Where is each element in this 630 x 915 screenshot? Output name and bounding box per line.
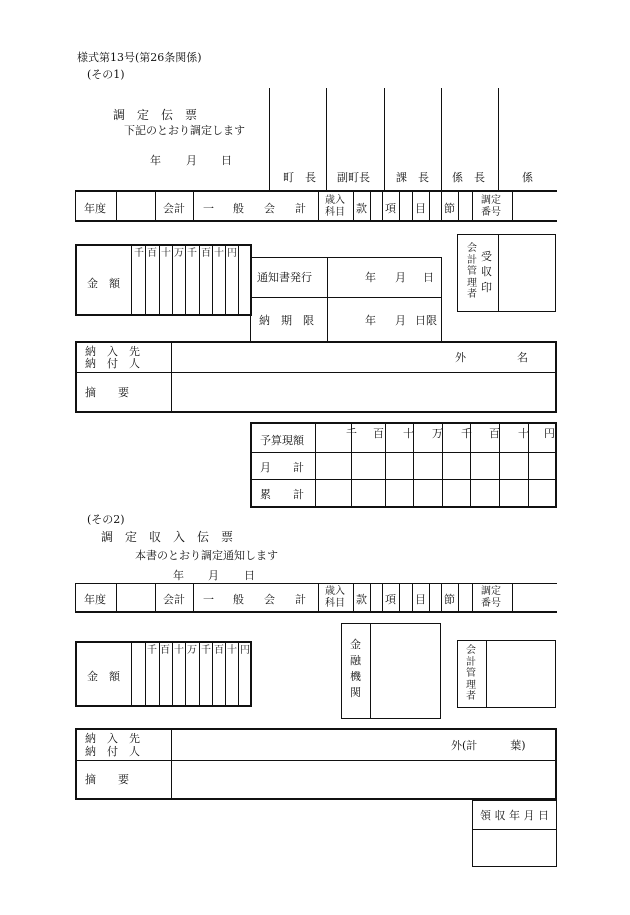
part1-title: 調 定 伝 票 (113, 108, 198, 122)
treasurer-label: 会 計 管 理 者 (467, 243, 477, 300)
bank-box (341, 623, 441, 719)
amount-label: 金 額 (87, 277, 120, 290)
part2-treasurer-box (457, 640, 556, 708)
approval-mayor: 町 長 (283, 171, 316, 184)
approval-section-chief: 課 長 (396, 171, 429, 184)
part1-payer-box (75, 341, 557, 413)
digit-label: 千 (147, 645, 157, 656)
digit-label: 千 (187, 248, 197, 259)
general-4: 計 (295, 593, 306, 606)
revenue-subject-label: 歳入 科目 (325, 586, 345, 609)
adjust-no-label: 調定 番号 (481, 586, 501, 609)
approval-divider (326, 88, 327, 190)
part2-payer-box (75, 728, 557, 800)
issue-date-day: 日 (423, 271, 434, 284)
budget-table (250, 422, 557, 508)
item-kan: 款 (356, 593, 367, 606)
issue-date-month: 月 (395, 271, 406, 284)
general-1: 一 (203, 593, 214, 606)
digit-label: 千 (201, 645, 211, 656)
item-kan: 款 (356, 202, 367, 215)
part2-treasurer-label: 会 計 管 理 者 (466, 645, 476, 702)
approval-unit-chief: 係 長 (452, 171, 485, 184)
general-3: 会 (264, 202, 275, 215)
adjust-no-label: 調定 番号 (481, 195, 501, 218)
payer-name: 名 (517, 351, 528, 364)
budget-digit: 円 (544, 427, 555, 440)
item-kou: 項 (385, 593, 396, 606)
digit-label: 万 (174, 248, 184, 259)
general-3: 会 (264, 593, 275, 606)
treasurer-stamp-box (457, 234, 556, 312)
code-year-label: 年度 (84, 202, 106, 215)
digit-label: 百 (214, 645, 224, 656)
budget-digit: 千 (461, 427, 472, 440)
budget-digit: 十 (518, 427, 529, 440)
item-setsu: 節 (444, 202, 455, 215)
amount-label: 金 額 (87, 670, 120, 683)
budget-monthly-label: 月 計 (260, 461, 304, 474)
digit-label: 万 (187, 645, 197, 656)
approval-divider (441, 88, 442, 190)
part2-date-day: 日 (244, 569, 255, 582)
payer-label-top: 納 入 先 (85, 732, 140, 745)
due-date-year: 年 (365, 314, 376, 327)
digit-label: 十 (174, 645, 184, 656)
digit-label: 十 (227, 645, 237, 656)
digit-label: 円 (227, 248, 237, 259)
approval-divider (498, 88, 499, 190)
general-4: 計 (295, 202, 306, 215)
part2-date-month: 月 (208, 569, 219, 582)
part2-subtitle: 本書のとおり調定通知します (135, 549, 278, 562)
general-2: 般 (233, 202, 244, 215)
digit-label: 百 (160, 645, 170, 656)
part1-subtitle: 下記のとおり調定します (124, 124, 245, 137)
bank-label: 金 融 機 関 (350, 638, 361, 699)
approval-deputy-mayor: 副町長 (337, 171, 370, 184)
payer-outside-count: 外(計 葉) (451, 739, 526, 752)
part1-date-year: 年 (150, 154, 161, 167)
digit-label: 十 (214, 248, 224, 259)
payer-label-bottom: 納 付 人 (85, 745, 140, 758)
approval-staff: 係 (522, 171, 533, 184)
due-date-label: 納 期 限 (259, 314, 314, 327)
digit-label: 千 (134, 248, 144, 259)
general-2: 般 (233, 593, 244, 606)
part2-amount-box (75, 641, 252, 707)
revenue-subject-label: 歳入 科目 (325, 195, 345, 218)
payer-outside: 外 (455, 351, 466, 364)
part2-label: (その2) (87, 513, 125, 526)
part2-date-year: 年 (173, 569, 184, 582)
due-date-month: 月 (395, 314, 406, 327)
item-moku: 目 (415, 593, 426, 606)
budget-digit: 百 (373, 427, 384, 440)
budget-digit: 百 (489, 427, 500, 440)
part1-amount-box (75, 244, 252, 316)
code-account-label: 会計 (163, 202, 185, 215)
part1-code-row (75, 190, 557, 222)
digit-label: 百 (147, 248, 157, 259)
digit-label: 十 (161, 248, 171, 259)
payer-label-top: 納 入 先 (85, 345, 140, 358)
budget-digit: 千 (346, 427, 357, 440)
approval-divider (384, 88, 385, 190)
digit-label: 百 (201, 248, 211, 259)
received-stamp-label: 受 収 印 (481, 250, 492, 294)
budget-cumulative-label: 累 計 (260, 488, 304, 501)
summary-label: 摘 要 (85, 773, 129, 786)
payer-label-bottom: 納 付 人 (85, 357, 140, 370)
due-date-day: 日限 (415, 314, 437, 327)
receipt-date-box (472, 800, 557, 867)
digit-label: 円 (240, 645, 250, 656)
receipt-date-label: 領 収 年 月 日 (480, 809, 549, 822)
notice-box (250, 257, 442, 343)
issue-date-year: 年 (365, 271, 376, 284)
part1-label: (その1) (87, 68, 125, 81)
budget-current-label: 予算現額 (260, 434, 304, 447)
form-number: 様式第13号(第26条関係) (77, 51, 202, 64)
item-setsu: 節 (444, 593, 455, 606)
part1-date-month: 月 (186, 154, 197, 167)
code-year-label: 年度 (84, 593, 106, 606)
part2-title: 調 定 収 入 伝 票 (101, 530, 234, 544)
approval-divider (269, 88, 270, 190)
summary-label: 摘 要 (85, 386, 129, 399)
budget-digit: 十 (403, 427, 414, 440)
item-moku: 目 (415, 202, 426, 215)
part2-code-row (75, 583, 557, 613)
general-1: 一 (203, 202, 214, 215)
code-account-label: 会計 (163, 593, 185, 606)
notice-issue-label: 通知書発行 (257, 271, 312, 284)
item-kou: 項 (385, 202, 396, 215)
budget-digit: 万 (432, 427, 443, 440)
part1-date-day: 日 (221, 154, 232, 167)
